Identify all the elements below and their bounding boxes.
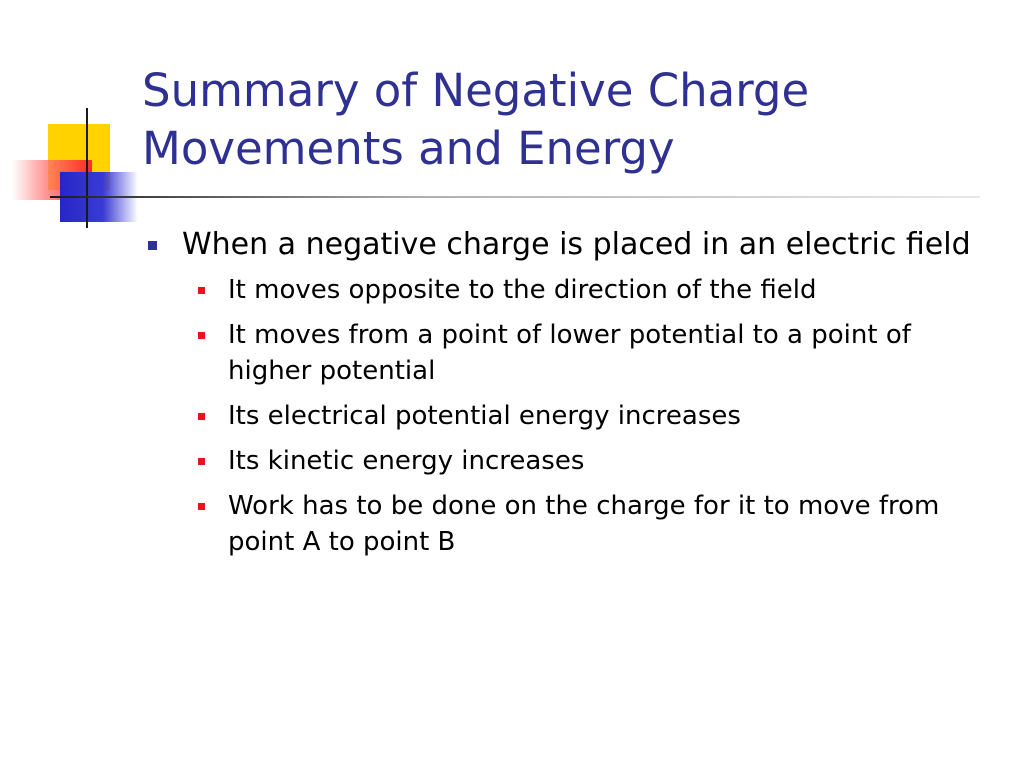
square-bullet-icon: [198, 287, 205, 294]
sub-bullet-text: Its electrical potential energy increases: [228, 401, 741, 431]
slide-title: [142, 62, 1012, 178]
sub-bullet-list: [140, 272, 1000, 560]
title-line-1: Summary of Negative Charge: [142, 64, 810, 117]
sub-bullet-text: Its kinetic energy increases: [228, 446, 585, 476]
main-bullet-item: [140, 224, 1000, 266]
sub-bullet-item: [186, 317, 1000, 389]
square-bullet-icon: [198, 413, 205, 420]
sub-bullet-item: [186, 272, 1000, 308]
decorative-squares-logo: [0, 0, 140, 240]
sub-bullet-text: Work has to be done on the charge for it to move from point A to point B: [228, 491, 940, 557]
main-bullet-text: When a negative charge is placed in an electric field: [182, 227, 971, 262]
sub-bullet-item: [186, 488, 1000, 560]
square-bullet-icon: [198, 458, 205, 465]
square-bullet-icon: [198, 332, 205, 339]
title-line-2: Movements and Energy: [142, 122, 675, 175]
vertical-rule: [86, 108, 88, 228]
sub-bullet-item: [186, 398, 1000, 434]
sub-bullet-text: It moves opposite to the direction of the field: [228, 275, 817, 305]
square-bullet-icon: [148, 241, 157, 250]
sub-bullet-text: It moves from a point of lower potential to a point of higher potential: [228, 320, 911, 386]
slide-body: [140, 224, 1000, 569]
sub-bullet-item: [186, 443, 1000, 479]
title-underline-rule: [50, 196, 980, 198]
square-bullet-icon: [198, 503, 205, 510]
